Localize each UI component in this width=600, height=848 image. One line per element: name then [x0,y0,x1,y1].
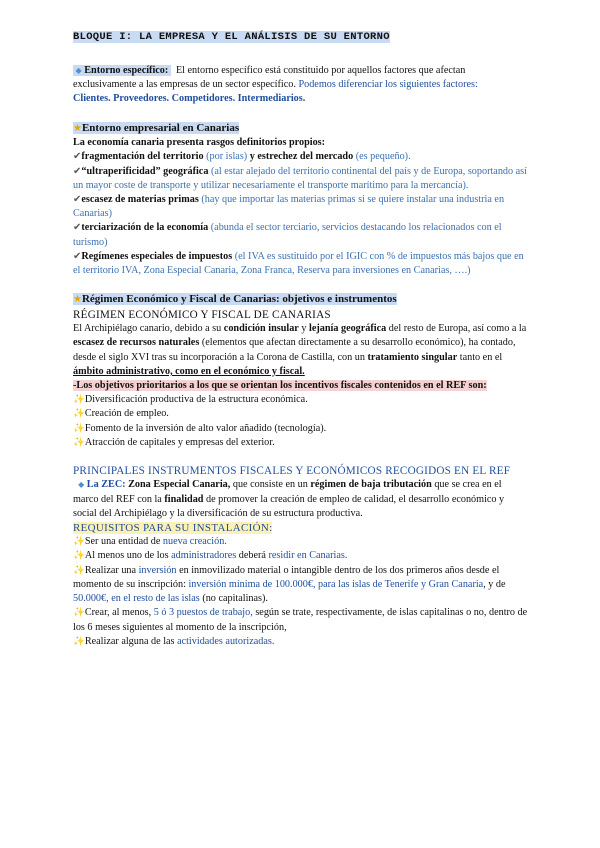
objetivos-heading: -Los objetivos prioritarios a los que se orientan los incentivos fiscales contenidos en el REF son: [73,379,487,391]
ref-subheading: RÉGIMEN ECONÓMICO Y FISCAL DE CANARIAS [73,308,331,321]
objetivo-item: ✨Diversificación productiva de la estructura económica. [73,394,308,406]
factors-list: Clientes. Proveedores. Competidores. Intermediarios. [73,93,306,105]
sparkles-icon: ✨ [73,607,85,619]
sparkles-icon: ✨ [73,422,85,434]
instrumentos-heading: PRINCIPALES INSTRUMENTOS FISCALES Y ECONÓMICOS RECOGIDOS EN EL REF [73,464,511,477]
blue-diamond-icon: ◆ [78,480,85,490]
entorno-especifico-paragraph: ◆ Entorno específico: El entorno específico está constituido por aquellos factores que afectan exclusivamente a las empresas de un sector específico. Podemos diferenciar los siguientes factores: [73,65,478,91]
objetivo-item: ✨Creación de empleo. [73,408,169,420]
check-icon: ✔ [73,193,82,205]
sparkles-icon: ✨ [73,550,85,562]
zec-paragraph: ◆ La ZEC: Zona Especial Canaria, que consiste en un régimen de baja tributación que se crea en el marco del REF con la finalidad de promover la creación de empleo de calidad, el desarrollo económico y social del Archipiélago y la diversificación de su estructura productiva. [73,479,505,519]
document-title: BLOQUE I: LA EMPRESA Y EL ANÁLISIS DE SU ENTORNO [73,31,390,43]
sparkles-icon: ✨ [73,436,85,448]
check-icon: ✔ [73,151,82,163]
blue-diamond-icon: ◆ [75,66,82,75]
document-page [73,30,528,649]
check-icon: ✔ [73,165,82,177]
star-icon: ★ [73,122,82,134]
sparkles-icon: ✨ [73,635,85,647]
requisito-item: ✨Realizar alguna de las actividades autorizadas. [73,635,275,647]
sparkles-icon: ✨ [73,394,85,406]
requisito-item: ✨Realizar una inversión en inmovilizado material o intangible dentro de los dos primeros años desde el momento de su inscripción: inversión mínima de 100.000€, para las islas de Tenerife y Gran Canaria, y de 50.000€, en el resto de las islas (no capitalinas). [73,564,506,605]
objetivo-item: ✨Fomento de la inversión de alto valor añadido (tecnología). [73,422,327,434]
check-icon: ✔ [73,222,82,234]
ref-heading: ★Régimen Económico y Fiscal de Canarias: objetivos e instrumentos [73,293,397,306]
economia-canaria-intro: La economía canaria presenta rasgos definitorios propios: [73,137,326,149]
requisitos-heading: REQUISITOS PARA SU INSTALACIÓN: [73,522,273,535]
sparkles-icon: ✨ [73,408,85,420]
rasgo-escasez: ✔escasez de materias primas (hay que importar las materias primas si se quiere instalar una industria en Canarias) [73,193,505,220]
requisito-item: ✨Crear, al menos, 5 ó 3 puestos de trabajo, según se trate, respectivamente, de islas capitalinas o no, dentro de los 6 meses siguientes al momento de la inscripción, [73,607,528,633]
requisito-item: ✨Ser una entidad de nueva creación. [73,536,227,548]
star-icon: ★ [73,294,82,306]
check-icon: ✔ [73,250,82,262]
rasgo-fragmentacion: ✔fragmentación del territorio (por islas) y estrechez del mercado (es pequeño). [73,151,411,163]
rasgo-regimenes: ✔Regímenes especiales de impuestos (el IVA es sustituido por el IGIC con % de impuestos más bajos que en el territorio IVA, Zona Especial Canaria, Zona Franca, Reserva para inversiones en Canarias, ….) [73,250,524,276]
sparkles-icon: ✨ [73,564,85,576]
archipielago-paragraph: El Archipiélago canario, debido a su condición insular y lejanía geográfica del resto de Europa, así como a la escasez de recursos naturales (elementos que afectan directamente a su desarrollo económico), ha contado, desde el siglo XVI tras su incorporación a la Corona de Castilla, con un tratamiento singular tanto en el ámbito administrativo, como en el económico y fiscal. [73,323,527,377]
entorno-canarias-heading: ★Entorno empresarial en Canarias [73,121,240,134]
rasgo-terciarizacion: ✔terciarización de la economía (abunda el sector terciario, servicios destacando los relacionados con el turismo) [73,222,502,248]
objetivo-item: ✨Atracción de capitales y empresas del exterior. [73,436,275,448]
entorno-especifico-label-highlight: ◆ Entorno específico: [73,65,171,76]
sparkles-icon: ✨ [73,536,85,548]
rasgo-ultraperificidad: ✔“ultraperificidad” geográfica (al estar alejado del territorio continental del país y de Europa, soportando así un mayor coste de transporte y utilizar necesariamente el transporte marítimo para la mercancía). [73,165,527,191]
requisito-item: ✨Al menos uno de los administradores deberá residir en Canarias. [73,550,348,562]
